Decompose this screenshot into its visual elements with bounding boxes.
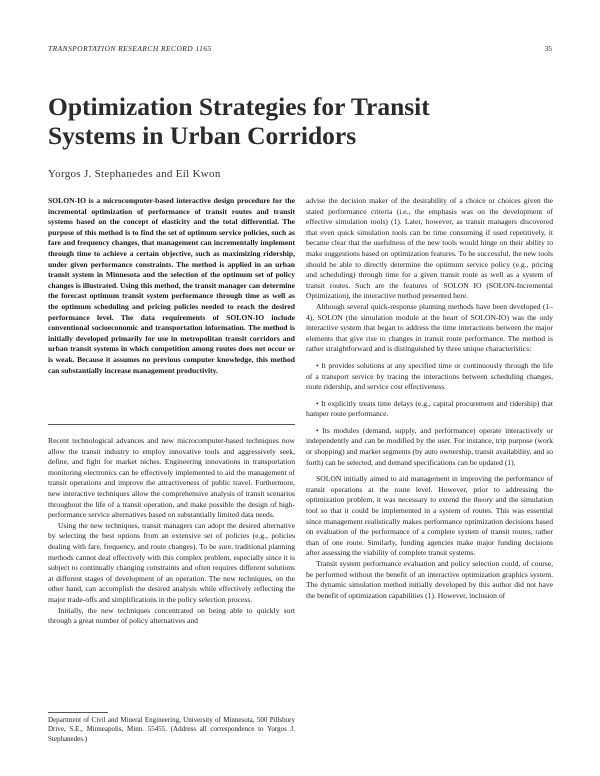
body-paragraph: Although several quick-response planning methods have been developed (1–4), SOLON (the simulation module at the heart of SOLON-IO) was the only interactive system that began to address the time interactions between the major elements that give rise to changes in transit route performance. The method is rather straightforward and is distinguished by three unique characteristics: <box>306 301 553 354</box>
abstract-text: SOLON-IO is a microcomputer-based interactive design procedure for the incremental optimization of performance of transit routes and transit systems based on the concept of elasticity and the total differential. The purpose of this method is to find the set of optimum service policies, such as fare and frequency changes, that management can incrementally implement through time to achieve a certain objective, such as maximizing ridership, under given performance constraints. The method is applied in an urban transit system in Minnesota and the selection of the optimum set of policy changes is illustrated. Using this method, the transit manager can determine the forecast optimum transit system performance through time as well as the optimum scheduling and pricing policies needed to reach the desired performance level. The data requirements of SOLON-IO include conventional socioeconomic and transportation information. The method is initially developed primarily for use in metropolitan transit corridors and urban transit systems in which competition among routes does not occur or is weak. Because it assumes no previous computer knowledge, this method can substantially increase management productivity. <box>48 196 295 375</box>
page-number: 35 <box>544 44 552 53</box>
body-paragraph: SOLON initially aimed to aid management in improving the performance of transit operations at the route level. However, prior to addressing the optimization problem, it was necessary to extend the theory and the simulation tool so that it could be implemented in a system of routes. This was essential since management realistically makes performance optimization decisions based on evaluation of the performance of a complete system of transit routes, rather than of one route. Similarly, funding agencies make major funding decisions after assessing the viability of complete transit systems. <box>306 474 553 558</box>
left-column-body <box>48 436 295 627</box>
right-column-body <box>306 196 553 601</box>
body-paragraph: Recent technological advances and new microcomputer-based techniques now allow the transit industry to employ innovative tools and aggressively seek, define, and fight for market niches. Engineering innovations in transportation monitoring electronics can be effectively implemented to aid the management of transit operations and improve the attractiveness of public travel. Furthermore, new interactive techniques allow the comprehensive analysis of transit scenarios throughout the life of a transit operation, and make possible the design of high-performance service alternatives based on substantially limited data needs. <box>48 436 295 520</box>
bullet-item: • It provides solutions at any specified time or continuously through the life of a transport service by tracing the interactions between scheduling changes, route ridership, and service cost effectiveness. <box>306 360 553 392</box>
abstract-divider <box>48 424 295 425</box>
body-paragraph: advise the decision maker of the desirability of a choice or choices given the stated performance criteria (i.e., the emphasis was on the development of effective simulation tools) (1). Later, however, as transit managers discovered that even quick simulation tools can be time consuming if used repetitively, it became clear that the usefulness of the new tools would hinge on their ability to make suggestions based on optimization features. To be successful, the new tools should be able to directly determine the optimum service policy (e.g., pricing and scheduling) through time for a given transit route as well as a system of transit routes. Such are the features of SOLON IO (SOLON-Incremental Optimization), the interactive method presented here. <box>306 196 553 301</box>
running-head: TRANSPORTATION RESEARCH RECORD 1165 <box>48 44 212 53</box>
article-title: Optimization Strategies for Transit Systems in Urban Corridors <box>48 92 430 150</box>
bullet-item: • It explicitly treats time delays (e.g., capital procurement and ridership) that hamper route performance. <box>306 398 553 419</box>
article-authors: Yorgos J. Stephanedes and Eil Kwon <box>48 168 221 180</box>
bullet-item: • Its modules (demand, supply, and performance) operate interactively or independently and can be modified by the user. For instance, trip purpose (work or shopping) and market segments (by auto ownership, transit availability, and so forth) can be selected, and demand specifications can be updated (1). <box>306 425 553 467</box>
body-paragraph: Transit system performance evaluation and policy selection could, of course, be performed without the benefit of an interactive optimization graphics system. The dynamic simulation method initially developed by this author did not have the benefit of optimization capabilities (1). However, inclusion of <box>306 559 553 600</box>
body-paragraph: Initially, the new techniques concentrated on being able to quickly sort through a great number of policy alternatives and <box>48 605 295 626</box>
footnote-divider <box>48 712 108 713</box>
author-affiliation-footnote: Department of Civil and Mineral Engineering, University of Minnesota, 500 Pillsbury Drive, S.E., Minneapolis, Minn. 55455. (Address all correspondence to Yorgos J. Stephanedes.) <box>48 716 295 743</box>
body-paragraph: Using the new techniques, transit managers can adopt the desired alternative by selecting the best options from an extensive set of policies (e.g., policies dealing with fare, frequency, and route changes). To be sure, traditional planning methods cannot deal effectively with this complex problem, especially since it is subject to continually changing constraints and often requires different solutions at different stages of development of an operation. The new techniques, on the other hand, can accomplish the desired analysis while effectively reflecting the major trade-offs and simplifications in the policy selection process. <box>48 520 295 604</box>
abstract-block <box>48 196 295 376</box>
